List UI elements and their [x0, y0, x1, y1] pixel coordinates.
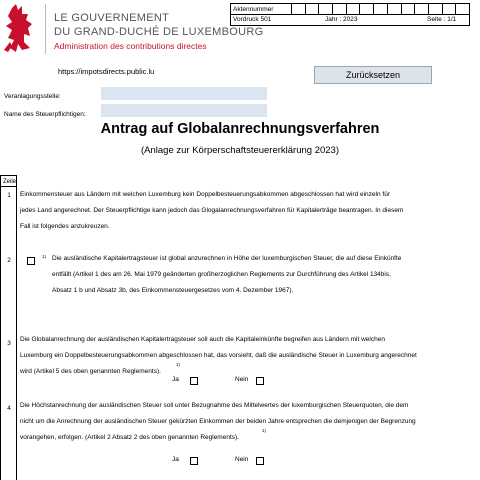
aktennummer-cell[interactable] — [306, 4, 320, 14]
text-line: Die Höchstanrechnung der ausländischen Steuer soll unter Bezugnahme des Mittelwertes der luxemburgischen Steuerquoten, die dem — [20, 402, 409, 409]
row-1-text — [20, 187, 450, 235]
aktennummer-cell[interactable] — [429, 4, 443, 14]
gov-line-1: LE GOUVERNEMENT — [54, 12, 170, 24]
aktennummer-cell[interactable] — [374, 4, 388, 14]
aktennummer-cell[interactable] — [443, 4, 457, 14]
jahr-label: Jahr : 2023 — [325, 16, 358, 23]
footnote-marker: 1) — [42, 254, 47, 259]
row-3-nein-checkbox[interactable] — [256, 377, 264, 385]
text-line: wird (Artikel 5 des oben genannten Reglements). — [20, 368, 161, 375]
veranlagungsstelle-input[interactable] — [101, 87, 267, 100]
aktennummer-cell[interactable] — [388, 4, 402, 14]
lion-logo-icon — [2, 2, 38, 54]
website-url[interactable]: https://impotsdirects.public.lu — [58, 67, 155, 76]
row-number: 1 — [7, 192, 11, 199]
zeile-header: Zeile — [3, 179, 17, 185]
row-2-text — [52, 251, 452, 299]
text-line: Luxemburg ein Doppelbesteuerungsabkommen abgeschlossen hat, das vorsieht, daß die ausländische Steuer in Luxemburg angerechnet — [20, 352, 417, 359]
nein-label: Nein — [235, 376, 249, 383]
text-line: Fall ist folgendes anzukreuzen. — [20, 223, 110, 230]
row-3-text — [20, 332, 450, 380]
page-title: Antrag auf Globalanrechnungsverfahren — [100, 121, 380, 137]
row-3-ja-checkbox[interactable] — [190, 377, 198, 385]
footnote-marker: 1) — [262, 428, 267, 433]
aktennummer-label: Aktennummer — [231, 4, 292, 14]
global-credit-checkbox[interactable] — [27, 257, 35, 265]
row-number: 2 — [7, 257, 11, 264]
seite-label: Seite : 1/1 — [427, 16, 457, 23]
vordruck-label: Vordruck 501 — [233, 16, 272, 23]
text-line: Die Globalanrechnung der ausländischen Kapitalertragsteuer soll auch die Kapitaleinkünfte begreifen aus Ländern mit welchen — [20, 336, 385, 343]
text-line: vorangehen, erfolgen. (Artikel 2 Absatz 2 des oben genannten Reglements). — [20, 434, 239, 441]
text-line: Einkommensteuer aus Ländern mit welchen Luxemburg kein Doppelbesteuerungsabkommen abgeschlossen hat wird einzeln für — [20, 191, 390, 198]
aktennummer-cell[interactable] — [360, 4, 374, 14]
aktennummer-cell[interactable] — [402, 4, 416, 14]
footnote-marker: 1) — [176, 362, 181, 367]
table-left-border — [0, 175, 1, 480]
text-line: nicht um die Anrechnung der ausländischen Steuer gekürzten Einkommen der beiden Jahre entsprechen die demjenigen der Begrenzung — [20, 418, 416, 425]
header-divider — [0, 186, 16, 187]
logo-divider — [45, 4, 46, 54]
page-subtitle: (Anlage zur Körperschaftsteuererklärung 2023) — [140, 145, 340, 156]
aktennummer-cell[interactable] — [456, 4, 469, 14]
gov-line-3: Administration des contributions directes — [54, 41, 207, 51]
aktennummer-cell[interactable] — [333, 4, 347, 14]
row-number: 3 — [7, 340, 11, 347]
table-top-border — [0, 175, 16, 176]
form-info-box — [230, 3, 470, 27]
aktennummer-cell[interactable] — [319, 4, 333, 14]
row-4-text — [20, 398, 450, 446]
row-4-nein-checkbox[interactable] — [256, 457, 264, 465]
name-input[interactable] — [101, 104, 267, 117]
text-line: jedes Land angerechnet. Der Steuerpflichtige kann jedoch das Glogalanrechnungsverfahren für Kapitalerträge beantragen. In diesem — [20, 207, 404, 214]
text-line: entfällt (Artikel 1 des am 26. Mai 1979 geänderten großherzoglichen Reglements zur Durchführung des Artikel 134bis, — [52, 271, 391, 278]
aktennummer-cell[interactable] — [347, 4, 361, 14]
aktennummer-cell[interactable] — [415, 4, 429, 14]
nein-label: Nein — [235, 456, 249, 463]
gov-line-2: DU GRAND-DUCHÉ DE LUXEMBOURG — [54, 26, 264, 38]
name-label: Name des Steuerpflichtigen: — [4, 111, 86, 118]
reset-button[interactable]: Zurücksetzen — [314, 66, 432, 84]
text-line: Die ausländische Kapitalertragsteuer ist global anzurechnen in Höhe der luxemburgischen Steuer, die auf diese Einkünfte — [52, 255, 402, 262]
ja-label: Ja — [172, 376, 179, 383]
table-column-divider — [16, 175, 17, 480]
aktennummer-cell[interactable] — [292, 4, 306, 14]
text-line: Absatz 1 b und Absatz 3b, des Einkommensteuergesetzes vom 4. Dezember 1967). — [52, 287, 294, 294]
ja-label: Ja — [172, 456, 179, 463]
row-4-ja-checkbox[interactable] — [190, 457, 198, 465]
row-number: 4 — [7, 405, 11, 412]
veranlagungsstelle-label: Veranlagungsstelle: — [4, 93, 61, 100]
